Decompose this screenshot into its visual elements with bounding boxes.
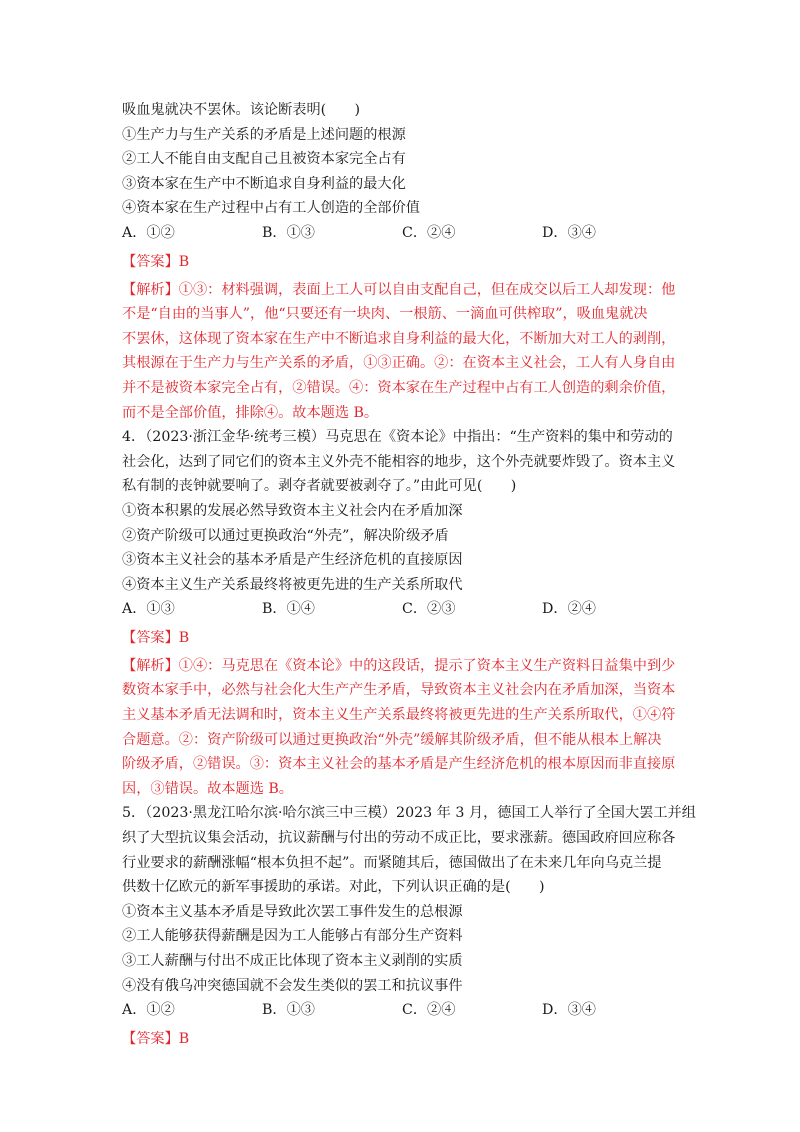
choice-item: ①生产力与生产关系的矛盾是上述问题的根源: [122, 126, 406, 143]
analysis-block: [122, 654, 688, 802]
analysis-line: 其根源在于生产力与生产关系的矛盾，①③正确。②：在资本主义社会，工人有人身自由: [122, 355, 676, 372]
document-content: [122, 98, 696, 1055]
option-c: C．②④: [402, 224, 456, 241]
analysis-line: 并不是被资本家完全占有，②错误。④：资本家在生产过程中占有工人创造的剩余价值，: [122, 379, 676, 396]
question-stem-line: 5．（2023·黑龙江哈尔滨·哈尔滨三中三模）2023 年 3 月，德国工人举行了全国大罢工并组: [122, 805, 696, 822]
analysis-line: 数资本家手中，必然与社会化大生产产生矛盾，导致资本主义社会内在矛盾加深，当资本: [122, 682, 676, 699]
answer-options: [122, 597, 688, 622]
option-a: A．①②: [122, 224, 175, 241]
question-stem-line: 4．（2023·浙江金华·统考三模）马克思在《资本论》中指出：“生产资料的集中和劳动的: [122, 429, 673, 446]
analysis-line: 【解析】①④：马克思在《资本论》中的这段话，提示了资本主义生产资料日益集中到少: [122, 657, 676, 674]
choice-item: ③资本主义社会的基本矛盾是产生经济危机的直接原因: [122, 552, 463, 569]
question-stem-line: 吸血鬼就决不罢休。该论断表明( ): [122, 102, 361, 118]
answer-label: 【答案】B: [122, 253, 190, 270]
question-4: [122, 425, 688, 801]
choice-item: ①资本积累的发展必然导致资本主义社会内在矛盾加深: [122, 502, 463, 519]
question-stem-line: 织了大型抗议集会活动，抗议薪酬与付出的劳动不成正比，要求涨薪。德国政府回应称各: [122, 830, 676, 847]
choice-item: ③资本家在生产中不断追求自身利益的最大化: [122, 175, 406, 192]
option-a: A．①③: [122, 601, 175, 618]
answer-options: [122, 221, 688, 246]
choice-item: ④资本主义生产关系最终将被更先进的生产关系所取代: [122, 576, 463, 593]
question-stem-line: 私有制的丧钟就要响了。剥夺者就要被剥夺了。”由此可见( ): [122, 478, 517, 495]
answer-options: [122, 998, 688, 1023]
option-d: D．②④: [542, 601, 596, 618]
option-b: B．①③: [262, 224, 315, 241]
option-d: D．③④: [542, 224, 596, 241]
option-b: B．①④: [262, 601, 315, 618]
question-3: [122, 98, 688, 425]
analysis-line: 主义基本矛盾无法调和时，资本主义生产关系最终将被更先进的生产关系所取代，①④符: [122, 707, 676, 724]
question-5: [122, 801, 696, 1054]
analysis-line: 不是“自由的当事人”，他“只要还有一块肉、一根筋、一滴血可供榨取”，吸血鬼就决: [122, 306, 648, 323]
analysis-block: [122, 278, 688, 426]
option-c: C．②④: [402, 1002, 456, 1019]
option-a: A．①②: [122, 1002, 175, 1019]
option-d: D．③④: [542, 1002, 596, 1019]
analysis-line: 阶级矛盾，②错误。③：资本主义社会的基本矛盾是产生经济危机的根本原因而非直接原: [122, 756, 676, 773]
question-stem-line: 供数十亿欧元的新军事援助的承诺。对此，下列认识正确的是( ): [122, 879, 545, 896]
choice-item: ①资本主义基本矛盾是导致此次罢工事件发生的总根源: [122, 903, 463, 920]
choice-item: ③工人薪酬与付出不成正比体现了资本主义剥削的实质: [122, 953, 463, 969]
choice-item: ②工人不能自由支配自己且被资本家完全占有: [122, 151, 406, 168]
option-b: B．①③: [262, 1002, 315, 1019]
analysis-line: 合题意。②：资产阶级可以通过更换政治“外壳”缓解其阶级矛盾，但不能从根本上解决: [122, 731, 662, 748]
choice-item: ②工人能够获得薪酬是因为工人能够占有部分生产资料: [122, 928, 463, 945]
choice-item: ④资本家在生产过程中占有工人创造的全部价值: [122, 200, 420, 217]
choice-item: ②资产阶级可以通过更换政治“外壳”，解决阶级矛盾: [122, 527, 449, 544]
analysis-line: 而不是全部价值，排除④。故本题选 B。: [122, 404, 379, 421]
answer-label: 【答案】B: [122, 629, 190, 646]
analysis-line: 不罢休，这体现了资本家在生产中不断追求自身利益的最大化，不断加大对工人的剥削，: [122, 330, 676, 347]
choice-item: ④没有俄乌冲突德国就不会发生类似的罢工和抗议事件: [122, 977, 463, 994]
option-c: C．②③: [402, 601, 456, 618]
analysis-line: 【解析】①③：材料强调，表面上工人可以自由支配自己，但在成交以后工人却发现：他: [122, 281, 676, 298]
question-stem-line: 行业要求的薪酬涨幅“根本负担不起”。而紧随其后，德国做出了在未来几年向乌克兰提: [122, 854, 662, 871]
question-stem-line: 社会化，达到了同它们的资本主义外壳不能相容的地步，这个外壳就要炸毁了。资本主义: [122, 453, 676, 470]
answer-label: 【答案】B: [122, 1030, 190, 1047]
analysis-line: 因，③错误。故本题选 B。: [122, 780, 293, 797]
